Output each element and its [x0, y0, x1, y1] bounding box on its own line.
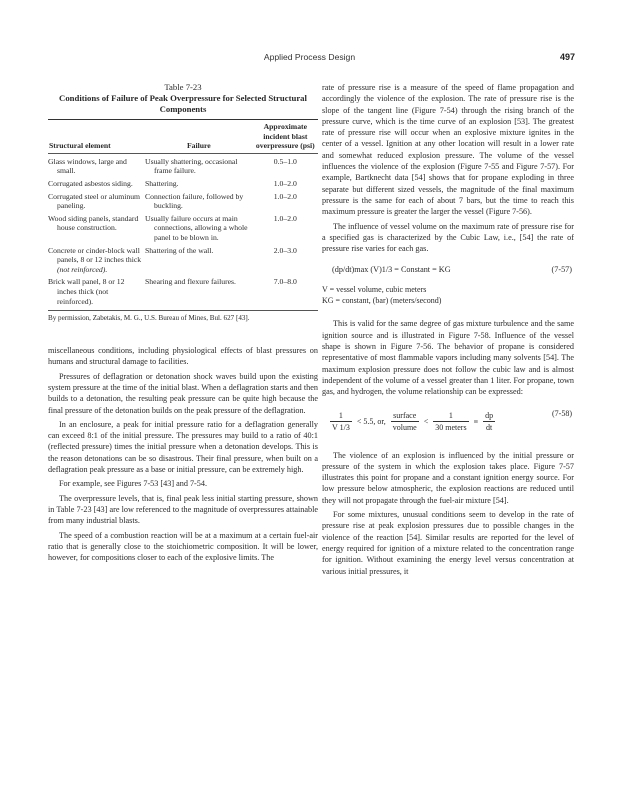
table-row [48, 276, 318, 308]
equation-number: (7-57) [551, 265, 572, 275]
cell-overpressure: 1.0–2.0 [273, 178, 297, 188]
denominator: dt [485, 422, 493, 432]
cell-element: Brick wall panel, 8 or 12 inches thick (not reinforced). [48, 277, 125, 306]
body-paragraph: The violence of an explosion is influenced by the initial pressure or pressure of the system in which the explosion takes place. Figure 7-57 illustrates this point for propane and a constant ignition energy source. For low pressure below atmospheric, the explosion reactions are reduced until they will not propagate through the fuel-air mixture [54]. [322, 450, 574, 505]
cell-overpressure: 0.5–1.0 [273, 156, 297, 166]
table-title: Conditions of Failure of Peak Overpressure for Selected Structural Components [59, 93, 307, 114]
equation-body: (dp/dt)max (V)1/3 = Constant = KG [332, 265, 451, 275]
cell-element: Wood siding panels, standard house construction. [48, 213, 139, 233]
table-caption [48, 82, 318, 115]
equation-body [330, 410, 495, 434]
cell-overpressure: 1.0–2.0 [273, 213, 297, 223]
header-title: Applied Process Design [263, 52, 356, 62]
cell-element: Corrugated steel or aluminum paneling. [48, 191, 141, 211]
fraction [433, 410, 468, 434]
header-overpressure: Approximate incident blast overpressure (psi) [255, 122, 315, 151]
cell-failure: Usually shattering, occasional frame failure. [145, 156, 238, 176]
table-row [48, 178, 318, 191]
table-row [48, 191, 318, 213]
body-paragraph: The speed of a combustion reaction will be at a maximum at a certain fuel-air ratio that is generally close to the stoichiometric composition. It will be lower, however, for compositions closer to each of the explosive limits. The [48, 530, 318, 563]
table-row [48, 156, 318, 178]
cell-element: Corrugated asbestos siding. [48, 178, 133, 188]
overpressure-table [48, 120, 318, 308]
body-paragraph: The overpressure levels, that is, final peak less initial starting pressure, shown in Table 7-23 [43] are low referenced to the magnitude of overpressures attainable from many industrial blasts. [48, 493, 318, 526]
header-structural-element: Structural element [49, 141, 111, 151]
cell-element-note: (not reinforced). [57, 264, 108, 274]
cell-overpressure: 7.0–8.0 [273, 277, 297, 287]
numerator: 1 [433, 410, 468, 422]
page-number: 497 [559, 52, 575, 62]
cell-element-text: Concrete or cinder-block wall panels, 8 or 12 inches thick [48, 245, 142, 265]
cell-element [48, 245, 145, 277]
cell-failure: Shearing and flexure failures. [145, 277, 236, 287]
cell-overpressure: 1.0–2.0 [273, 191, 297, 201]
table-row [48, 245, 318, 277]
body-paragraph: The influence of vessel volume on the maximum rate of pressure rise for a specified gas is characterized by the Cubic Law, i.e., [54] the rate of pressure rise varies for each gas. [322, 221, 574, 254]
body-paragraph: For example, see Figures 7-53 [43] and 7-54. [59, 479, 208, 489]
definition-line: V = vessel volume, cubic meters [322, 285, 427, 295]
cell-failure: Connection failure, followed by buckling. [145, 191, 244, 211]
equation-7-57 [322, 262, 574, 278]
numerator: 1 [330, 410, 352, 422]
denominator: volume [392, 422, 417, 432]
fraction [391, 410, 419, 434]
cell-failure: Usually failure occurs at main connections, allowing a whole panel to be blown in. [145, 213, 248, 242]
spacer [48, 323, 318, 345]
definitions [322, 284, 574, 306]
header-failure: Failure [186, 141, 211, 151]
operator: ≡ [473, 416, 479, 426]
cell-failure: Shattering. [145, 178, 179, 188]
left-column [48, 82, 318, 566]
numerator: surface [391, 410, 419, 422]
cell-failure: Shattering of the wall. [145, 245, 214, 255]
body-paragraph: In an enclosure, a peak for initial pressure ratio for a deflagration generally can exceed 8:1 of the initial pressure. The pressures may build to a ratio of 40:1 (reflected pressure) times the initial pressure when a detonation develops. This is the reason detonations can be so disastrous. Their final pressure, when built on a deflagration peak pressure as a base or initial pressure, can be extremely high. [48, 419, 318, 475]
cell-element: Glass windows, large and small. [48, 156, 127, 176]
denominator: V 1/3 [332, 422, 350, 432]
table-row [48, 213, 318, 245]
fraction [483, 410, 495, 434]
right-column [322, 82, 574, 580]
cell-overpressure: 2.0–3.0 [273, 245, 297, 255]
running-header [0, 52, 619, 66]
body-paragraph: For some mixtures, unusual conditions seem to develop in the rate of pressure rise at peak explosion pressures due to possible changes in the violence of the reaction [54]. Similar results are reported for the level of energy required for ignition of a mixture related to the concentration range for ignition. Without examining the energy level versus concentration at various initial pressures, it [322, 510, 574, 576]
numerator: dp [483, 410, 495, 422]
equation-7-58 [322, 406, 574, 440]
body-paragraph: rate of pressure rise is a measure of the speed of flame propagation and accordingly the violence of the explosion. The rate of pressure rise is the slope of the tangent line (Figure 7-54) through the rising branch of the pressure curve, which is the time curve of an explosion [53]. The greatest rate of pressure rise will occur when an explosive mixture ignites in the center of a vessel. Ignition at any other location will result in a lower rate and somewhat reduced explosion pressure. The volume of the vessel influences the violence of the explosion (Figure 7-55 and Figure 7-57). For example, Bartknecht data [54] shows that for propane exploding in three separate but different sized vessels, the magnitude of the final maximum pressure is the same for each of about 7 bars, but the time to reach this maximum pressure is greater the larger the vessel (Figure 7-56). [322, 83, 574, 217]
fraction [330, 410, 352, 434]
table-label: Table 7-23 [164, 82, 202, 92]
body-paragraph: This is valid for the same degree of gas mixture turbulence and the same ignition source and is illustrated in Figure 7-58. Influence of the vessel shape is shown in Figure 7-56. The behavior of propane is considered representative of most flammable vapors including many solvents [54]. The maximum explosion pressure does not follow the cubic law and is almost independent of the volume of a vessel greater than 1 liter. For propane, town gas, and hydrogen, the volume relationship can be expressed: [322, 319, 574, 397]
equation-number: (7-58) [552, 408, 572, 418]
body-paragraph: miscellaneous conditions, including physiological effects of blast pressures on humans and structural damage to facilities. [48, 346, 318, 367]
table-source-note: By permission, Zabetakis, M. G., U.S. Bureau of Mines, Bul. 627 [43]. [48, 310, 318, 323]
operator: < [423, 416, 429, 426]
definition-line: KG = constant, (bar) (meters/second) [322, 296, 442, 306]
body-paragraph: Pressures of deflagration or detonation shock waves build upon the existing system pressure at the time of the initial blast. When a deflagration starts and then builds to a detonation, the resulting peak pressure can be quite high because the final pressure of the detonation builds on the peak pressure of the deflagration. [48, 371, 318, 415]
denominator: 30 meters [435, 422, 467, 432]
operator: < 5.5, or, [356, 416, 386, 426]
